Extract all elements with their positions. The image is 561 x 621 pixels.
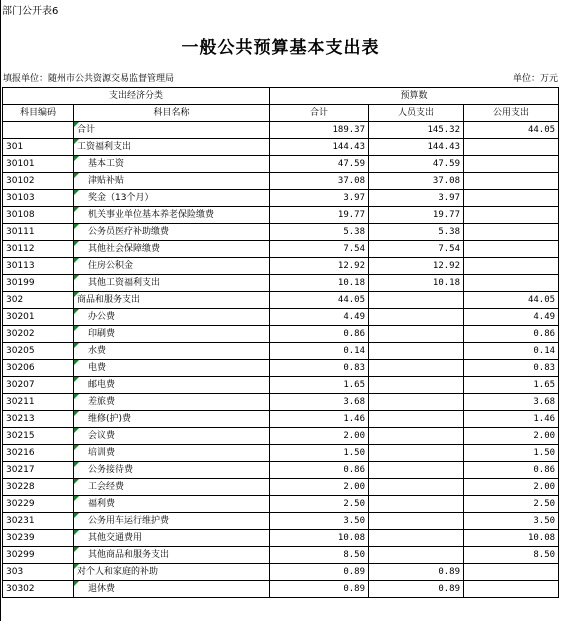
cell-comment-marker-icon (74, 258, 79, 263)
table-row (3, 496, 559, 513)
cell-public (464, 581, 559, 598)
cell-name-text: 其他交通费用 (88, 532, 143, 543)
cell-name (74, 377, 270, 394)
cell-name (74, 173, 270, 190)
cell-comment-marker-icon (74, 513, 79, 518)
cell-name (74, 309, 270, 326)
cell-name-text: 其他社会保障缴费 (88, 243, 161, 254)
cell-code: 30108 (3, 207, 74, 224)
cell-code: 30103 (3, 190, 74, 207)
cell-code: 30216 (3, 445, 74, 462)
table-row (3, 377, 559, 394)
table-row (3, 513, 559, 530)
table-row (3, 139, 559, 156)
cell-name (74, 462, 270, 479)
cell-personnel (369, 462, 464, 479)
cell-name-text: 办公费 (88, 311, 116, 322)
cell-personnel: 144.43 (369, 139, 464, 156)
cell-comment-marker-icon (74, 139, 79, 144)
cell-personnel (369, 445, 464, 462)
cell-total: 7.54 (270, 241, 369, 258)
table-row (3, 190, 559, 207)
cell-name-text: 合计 (77, 124, 96, 135)
reporting-unit: 填报单位：随州市公共资源交易监督管理局 (3, 74, 175, 84)
cell-code: 30205 (3, 343, 74, 360)
cell-comment-marker-icon (74, 581, 79, 586)
cell-total: 3.50 (270, 513, 369, 530)
header-total: 合计 (270, 105, 369, 122)
table-row (3, 581, 559, 598)
table-row (3, 394, 559, 411)
cell-total: 47.59 (270, 156, 369, 173)
cell-total: 10.08 (270, 530, 369, 547)
cell-name (74, 428, 270, 445)
cell-public: 2.00 (464, 479, 559, 496)
cell-total: 0.86 (270, 462, 369, 479)
cell-total: 0.14 (270, 343, 369, 360)
cell-public: 0.83 (464, 360, 559, 377)
cell-public (464, 258, 559, 275)
cell-name-text: 住房公积金 (88, 260, 134, 271)
cell-name (74, 241, 270, 258)
cell-public (464, 139, 559, 156)
cell-code: 30211 (3, 394, 74, 411)
cell-name (74, 190, 270, 207)
cell-personnel: 145.32 (369, 122, 464, 139)
cell-name (74, 479, 270, 496)
cell-name-text: 退休费 (88, 583, 116, 594)
cell-personnel (369, 343, 464, 360)
cell-personnel: 10.18 (369, 275, 464, 292)
cell-code: 30228 (3, 479, 74, 496)
cell-code: 30201 (3, 309, 74, 326)
cell-total: 10.18 (270, 275, 369, 292)
cell-public: 1.65 (464, 377, 559, 394)
cell-name (74, 411, 270, 428)
cell-public: 0.14 (464, 343, 559, 360)
cell-total: 19.77 (270, 207, 369, 224)
table-row (3, 445, 559, 462)
header-personnel: 人员支出 (369, 105, 464, 122)
cell-public (464, 564, 559, 581)
cell-public: 44.05 (464, 292, 559, 309)
budget-table-body (3, 88, 559, 598)
cell-total: 3.68 (270, 394, 369, 411)
cell-total: 1.50 (270, 445, 369, 462)
cell-comment-marker-icon (74, 122, 79, 127)
cell-comment-marker-icon (74, 479, 79, 484)
cell-name-text: 公务用车运行维护费 (88, 515, 170, 526)
cell-name-text: 电费 (88, 362, 107, 373)
cell-name-text: 差旅费 (88, 396, 116, 407)
cell-public: 4.49 (464, 309, 559, 326)
cell-comment-marker-icon (74, 326, 79, 331)
cell-comment-marker-icon (74, 309, 79, 314)
cell-name (74, 224, 270, 241)
table-row (3, 547, 559, 564)
cell-personnel (369, 496, 464, 513)
table-row (3, 258, 559, 275)
cell-code: 30213 (3, 411, 74, 428)
cell-code: 30112 (3, 241, 74, 258)
cell-total: 37.08 (270, 173, 369, 190)
cell-name-text: 维修(护)费 (88, 413, 132, 424)
cell-name-text: 公务接待费 (88, 464, 134, 475)
cell-name (74, 530, 270, 547)
cell-comment-marker-icon (74, 292, 79, 297)
cell-comment-marker-icon (74, 530, 79, 535)
page-title: 一般公共预算基本支出表 (181, 38, 380, 58)
cell-name (74, 275, 270, 292)
cell-name-text: 公务员医疗补助缴费 (88, 226, 170, 237)
sheet-left-border (0, 0, 1, 621)
cell-comment-marker-icon (74, 190, 79, 195)
cell-comment-marker-icon (74, 377, 79, 382)
cell-name (74, 156, 270, 173)
cell-code: 30101 (3, 156, 74, 173)
header-name: 科目名称 (74, 105, 270, 122)
cell-public: 2.00 (464, 428, 559, 445)
cell-name (74, 139, 270, 156)
header-group-classification: 支出经济分类 (3, 88, 270, 105)
table-row (3, 462, 559, 479)
cell-name-text: 水费 (88, 345, 107, 356)
table-row (3, 564, 559, 581)
cell-code: 303 (3, 564, 74, 581)
cell-code: 30202 (3, 326, 74, 343)
cell-total: 3.97 (270, 190, 369, 207)
table-row (3, 428, 559, 445)
cell-public: 3.68 (464, 394, 559, 411)
cell-personnel: 12.92 (369, 258, 464, 275)
cell-name-text: 邮电费 (88, 379, 116, 390)
cell-public: 1.46 (464, 411, 559, 428)
cell-comment-marker-icon (74, 156, 79, 161)
cell-personnel (369, 292, 464, 309)
cell-public (464, 207, 559, 224)
cell-name (74, 547, 270, 564)
table-row (3, 173, 559, 190)
cell-total: 12.92 (270, 258, 369, 275)
cell-name (74, 326, 270, 343)
cell-code: 30302 (3, 581, 74, 598)
cell-code: 30206 (3, 360, 74, 377)
cell-total: 2.50 (270, 496, 369, 513)
cell-name-text: 工会经费 (88, 481, 125, 492)
cell-total: 44.05 (270, 292, 369, 309)
cell-total: 0.86 (270, 326, 369, 343)
cell-code: 30199 (3, 275, 74, 292)
cell-name-text: 津贴补贴 (88, 175, 125, 186)
cell-name-text: 对个人和家庭的补助 (77, 566, 159, 577)
cell-name-text: 机关事业单位基本养老保险缴费 (88, 209, 215, 220)
cell-code: 30231 (3, 513, 74, 530)
cell-code: 30215 (3, 428, 74, 445)
cell-name (74, 513, 270, 530)
header-public: 公用支出 (464, 105, 559, 122)
cell-personnel: 0.89 (369, 581, 464, 598)
table-row (3, 411, 559, 428)
cell-public: 1.50 (464, 445, 559, 462)
header-row-columns (3, 105, 559, 122)
cell-total: 189.37 (270, 122, 369, 139)
cell-public (464, 224, 559, 241)
cell-public (464, 190, 559, 207)
cell-comment-marker-icon (74, 411, 79, 416)
cell-personnel (369, 479, 464, 496)
cell-code: 30299 (3, 547, 74, 564)
cell-code: 301 (3, 139, 74, 156)
table-row (3, 479, 559, 496)
cell-public: 0.86 (464, 326, 559, 343)
cell-personnel (369, 360, 464, 377)
cell-total: 4.49 (270, 309, 369, 326)
cell-name-text: 印刷费 (88, 328, 116, 339)
currency-unit: 单位：万元 (512, 74, 558, 84)
cell-name-text: 其他商品和服务支出 (88, 549, 170, 560)
cell-name-text: 工资福利支出 (77, 141, 132, 152)
cell-personnel: 5.38 (369, 224, 464, 241)
table-row (3, 224, 559, 241)
header-code: 科目编码 (3, 105, 74, 122)
table-row (3, 292, 559, 309)
cell-public: 2.50 (464, 496, 559, 513)
cell-name (74, 292, 270, 309)
cell-comment-marker-icon (74, 207, 79, 212)
cell-total: 5.38 (270, 224, 369, 241)
cell-public: 3.50 (464, 513, 559, 530)
cell-name (74, 360, 270, 377)
cell-personnel (369, 411, 464, 428)
cell-public (464, 173, 559, 190)
cell-comment-marker-icon (74, 343, 79, 348)
cell-name-text: 其他工资福利支出 (88, 277, 161, 288)
cell-name (74, 343, 270, 360)
cell-code: 302 (3, 292, 74, 309)
table-row (3, 343, 559, 360)
cell-personnel (369, 309, 464, 326)
cell-comment-marker-icon (74, 394, 79, 399)
cell-personnel (369, 547, 464, 564)
cell-code: 30111 (3, 224, 74, 241)
table-row (3, 241, 559, 258)
cell-total: 1.65 (270, 377, 369, 394)
cell-comment-marker-icon (74, 173, 79, 178)
header-group-budget: 预算数 (270, 88, 559, 105)
budget-table (2, 87, 559, 598)
cell-public (464, 241, 559, 258)
cell-comment-marker-icon (74, 496, 79, 501)
cell-public: 0.86 (464, 462, 559, 479)
cell-personnel: 7.54 (369, 241, 464, 258)
cell-comment-marker-icon (74, 224, 79, 229)
cell-personnel: 3.97 (369, 190, 464, 207)
sheet-tag: 部门公开表6 (2, 6, 59, 17)
cell-name-text: 商品和服务支出 (77, 294, 141, 305)
cell-personnel (369, 530, 464, 547)
cell-code (3, 122, 74, 139)
cell-personnel (369, 326, 464, 343)
cell-comment-marker-icon (74, 564, 79, 569)
cell-name (74, 445, 270, 462)
cell-personnel: 37.08 (369, 173, 464, 190)
cell-total: 1.46 (270, 411, 369, 428)
cell-comment-marker-icon (74, 445, 79, 450)
cell-total: 0.89 (270, 564, 369, 581)
cell-public: 8.50 (464, 547, 559, 564)
cell-public (464, 275, 559, 292)
cell-total: 0.83 (270, 360, 369, 377)
cell-name (74, 207, 270, 224)
cell-name-text: 会议费 (88, 430, 116, 441)
cell-name (74, 564, 270, 581)
table-row (3, 275, 559, 292)
table-row (3, 156, 559, 173)
table-row (3, 326, 559, 343)
cell-name (74, 581, 270, 598)
table-row (3, 530, 559, 547)
cell-comment-marker-icon (74, 462, 79, 467)
cell-comment-marker-icon (74, 547, 79, 552)
header-row-group (3, 88, 559, 105)
cell-total: 2.00 (270, 479, 369, 496)
cell-name-text: 培训费 (88, 447, 116, 458)
cell-code: 30217 (3, 462, 74, 479)
cell-code: 30229 (3, 496, 74, 513)
cell-personnel: 0.89 (369, 564, 464, 581)
cell-name (74, 258, 270, 275)
cell-total: 144.43 (270, 139, 369, 156)
table-row (3, 309, 559, 326)
cell-name (74, 496, 270, 513)
cell-total: 0.89 (270, 581, 369, 598)
cell-comment-marker-icon (74, 275, 79, 280)
cell-personnel (369, 394, 464, 411)
cell-code: 30207 (3, 377, 74, 394)
cell-personnel (369, 428, 464, 445)
cell-public: 44.05 (464, 122, 559, 139)
table-row (3, 122, 559, 139)
cell-public (464, 156, 559, 173)
cell-comment-marker-icon (74, 241, 79, 246)
cell-name-text: 奖金（13个月） (88, 192, 154, 203)
cell-public: 10.08 (464, 530, 559, 547)
cell-name-text: 基本工资 (88, 158, 125, 169)
cell-code: 30102 (3, 173, 74, 190)
cell-total: 2.00 (270, 428, 369, 445)
cell-code: 30239 (3, 530, 74, 547)
cell-personnel (369, 377, 464, 394)
cell-comment-marker-icon (74, 360, 79, 365)
cell-name (74, 122, 270, 139)
cell-name (74, 394, 270, 411)
table-row (3, 207, 559, 224)
cell-personnel: 19.77 (369, 207, 464, 224)
cell-code: 30113 (3, 258, 74, 275)
cell-personnel: 47.59 (369, 156, 464, 173)
cell-total: 8.50 (270, 547, 369, 564)
cell-name-text: 福利费 (88, 498, 116, 509)
table-row (3, 360, 559, 377)
cell-personnel (369, 513, 464, 530)
cell-comment-marker-icon (74, 428, 79, 433)
